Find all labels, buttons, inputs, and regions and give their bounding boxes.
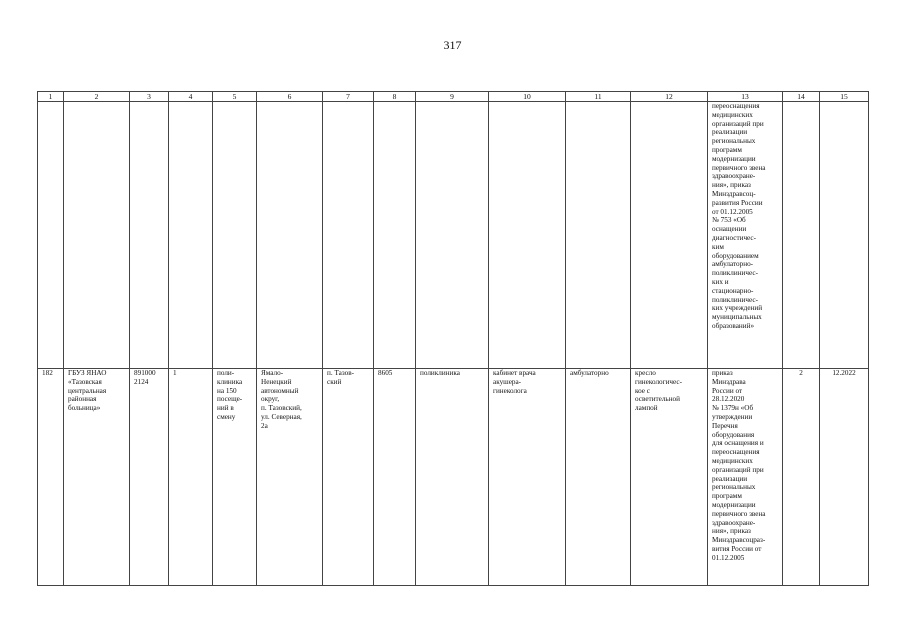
column-header-14: 14: [783, 92, 820, 102]
cell: [374, 102, 416, 369]
cell: [257, 102, 323, 369]
quantity-cell: 2: [783, 369, 820, 586]
cell: [213, 102, 257, 369]
care-mode-cell: амбулаторно: [566, 369, 631, 586]
header-row: [38, 92, 869, 102]
room-cell: кабинет врача акушера- гинеколога: [489, 369, 566, 586]
column-header-4: 4: [169, 92, 213, 102]
department-cell: поликлиника: [416, 369, 489, 586]
column-header-2: 2: [64, 92, 130, 102]
column-header-11: 11: [566, 92, 631, 102]
cell: [416, 102, 489, 369]
address-cell: Ямало- Ненецкий автономный округ, п. Тазовский, ул. Северная, 2а: [257, 369, 323, 586]
column-header-8: 8: [374, 92, 416, 102]
code-cell: 8605: [374, 369, 416, 586]
column-header-10: 10: [489, 92, 566, 102]
cell: [631, 102, 708, 369]
column-header-5: 5: [213, 92, 257, 102]
cell: [783, 102, 820, 369]
equipment-cell: кресло гинекологичес- кое с осветительной лампой: [631, 369, 708, 586]
date-cell: 12.2022: [820, 369, 869, 586]
table-row: [38, 369, 869, 586]
cell: [38, 102, 64, 369]
column-header-12: 12: [631, 92, 708, 102]
cell: [820, 102, 869, 369]
cell: [169, 102, 213, 369]
column-header-13: 13: [708, 92, 783, 102]
column-header-1: 1: [38, 92, 64, 102]
settlement-cell: п. Тазов- ский: [323, 369, 374, 586]
facility-type-cell: поли- клиника на 150 посеще- ний в смену: [213, 369, 257, 586]
cell: [489, 102, 566, 369]
legal-basis-cell: переоснащения медицинских организаций при реализации региональных программ модернизации первичного звена здравоохране- ния», приказ Минздравсоц- развития России от 01.12.2005 № 753 «Об оснащении диагностичес- ким оборудованием амбулаторно- поликлиничес- ких и стационарно- поликлиничес- ких учреждений муниципальных образований»: [708, 102, 783, 369]
column-header-3: 3: [130, 92, 169, 102]
page-number: 317: [443, 38, 462, 52]
cell: [566, 102, 631, 369]
column-header-9: 9: [416, 92, 489, 102]
row-number-cell: 182: [38, 369, 64, 586]
table-row-continuation: [38, 102, 869, 369]
count-cell: 1: [169, 369, 213, 586]
equipment-table: [37, 91, 869, 586]
cell: [323, 102, 374, 369]
cell: [64, 102, 130, 369]
legal-basis-cell: приказ Минздрава России от 28.12.2020 № 1379н «Об утверждении Перечня оборудования для оснащения и переоснащения медицинских организаций при реализации региональных программ модернизации первичного звена здравоохране- ния», приказ Минздравсоцраз- вития России от 01.12.2005: [708, 369, 783, 586]
cell: [130, 102, 169, 369]
column-header-6: 6: [257, 92, 323, 102]
organization-cell: ГБУЗ ЯНАО «Тазовская центральная районная больница»: [64, 369, 130, 586]
column-header-7: 7: [323, 92, 374, 102]
inn-cell: 891000 2124: [130, 369, 169, 586]
column-header-15: 15: [820, 92, 869, 102]
